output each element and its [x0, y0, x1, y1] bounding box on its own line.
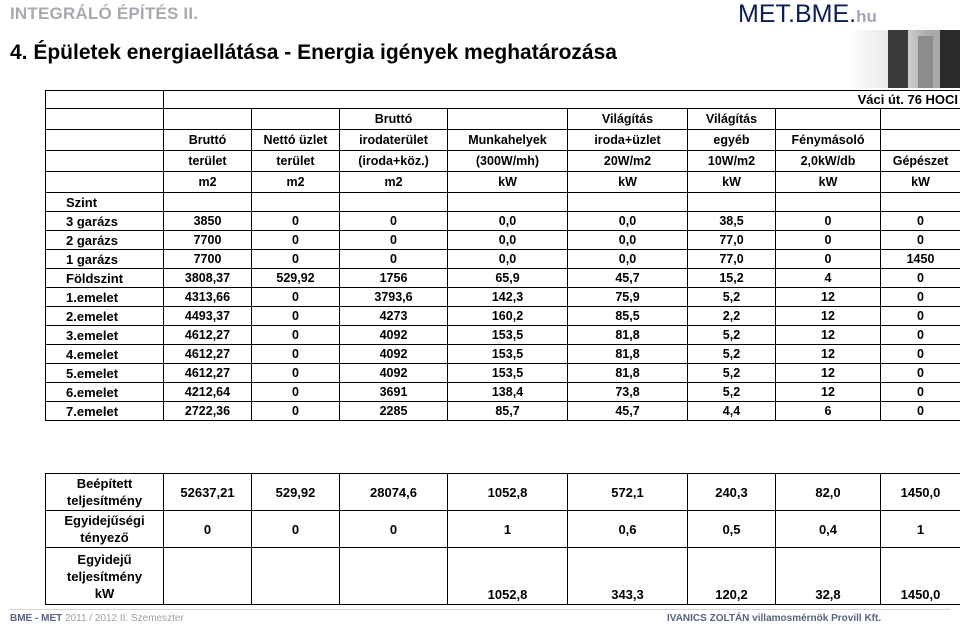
- row-label: 3.emelet: [46, 326, 164, 345]
- row-label: 6.emelet: [46, 383, 164, 402]
- summary-row-label: [46, 474, 164, 511]
- column-header: m2: [252, 172, 340, 193]
- summary-row-label: [46, 548, 164, 605]
- table-row: [46, 326, 960, 345]
- table-row: [46, 250, 960, 269]
- table-row: [46, 345, 960, 364]
- table-cell: 5,2: [688, 345, 776, 364]
- summary-row: [46, 548, 960, 605]
- table-cell: 0: [252, 231, 340, 250]
- summary-cell: [340, 548, 448, 605]
- column-header: kW: [688, 172, 776, 193]
- table-cell: 0: [252, 345, 340, 364]
- summary-cell: 343,3: [568, 548, 688, 605]
- table-cell: 153,5: [448, 326, 568, 345]
- table-row: [46, 269, 960, 288]
- table-cell: 0: [881, 364, 960, 383]
- table-cell: 0: [340, 212, 448, 231]
- table-cell: 529,92: [252, 269, 340, 288]
- empty-cell: [448, 193, 568, 212]
- summary-cell: 0: [164, 511, 252, 548]
- row-label: 2 garázs: [46, 231, 164, 250]
- summary-row: [46, 474, 960, 511]
- column-header: egyéb: [688, 130, 776, 151]
- table-cell: 153,5: [448, 345, 568, 364]
- column-header: [881, 130, 960, 151]
- column-header: Nettó üzlet: [252, 130, 340, 151]
- table-cell: 12: [776, 288, 881, 307]
- place-blank-cell: [46, 91, 164, 109]
- table-cell: 2285: [340, 402, 448, 421]
- column-header: terület: [164, 151, 252, 172]
- summary-cell: 529,92: [252, 474, 340, 511]
- header-decoration-image: [848, 30, 960, 88]
- column-header: m2: [340, 172, 448, 193]
- table-cell: 81,8: [568, 326, 688, 345]
- table-cell: 0: [340, 231, 448, 250]
- table-cell: 85,7: [448, 402, 568, 421]
- column-header: Munkahelyek: [448, 130, 568, 151]
- table-cell: 0: [252, 383, 340, 402]
- header-blank-cell: [46, 130, 164, 151]
- table-cell: 4: [776, 269, 881, 288]
- column-header: [448, 109, 568, 130]
- place-name: Váci út. 76 HOCI: [164, 91, 960, 109]
- table-cell: 138,4: [448, 383, 568, 402]
- summary-cell: 120,2: [688, 548, 776, 605]
- column-header: iroda+üzlet: [568, 130, 688, 151]
- table-cell: 142,3: [448, 288, 568, 307]
- table-cell: 0: [881, 212, 960, 231]
- table-row: [46, 383, 960, 402]
- row-label: 1.emelet: [46, 288, 164, 307]
- table-cell: 4313,66: [164, 288, 252, 307]
- summary-cell: 0: [252, 511, 340, 548]
- table-cell: 4212,64: [164, 383, 252, 402]
- summary-cell: 28074,6: [340, 474, 448, 511]
- summary-cell: 1450,0: [881, 474, 960, 511]
- table-cell: 15,2: [688, 269, 776, 288]
- column-header: Bruttó: [164, 130, 252, 151]
- course-title: INTEGRÁLÓ ÉPÍTÉS II.: [10, 4, 199, 23]
- table-cell: 0,0: [448, 250, 568, 269]
- column-header: [164, 109, 252, 130]
- summary-label-line: Egyidejű: [77, 551, 132, 567]
- table-cell: 4,4: [688, 402, 776, 421]
- empty-cell: [776, 193, 881, 212]
- table-cell: 1756: [340, 269, 448, 288]
- table-cell: 12: [776, 345, 881, 364]
- table-cell: 3850: [164, 212, 252, 231]
- table-cell: 2722,36: [164, 402, 252, 421]
- row-header-label: Szint: [46, 193, 164, 212]
- table-cell: 4092: [340, 364, 448, 383]
- footer-org: BME - MET: [10, 613, 63, 624]
- table-cell: 0,0: [568, 231, 688, 250]
- header-blank-cell: [46, 151, 164, 172]
- column-header: (iroda+köz.): [340, 151, 448, 172]
- column-header: kW: [448, 172, 568, 193]
- header-row: [46, 130, 960, 151]
- table-cell: 77,0: [688, 250, 776, 269]
- column-header: Bruttó: [340, 109, 448, 130]
- empty-cell: [164, 193, 252, 212]
- summary-cell: 1052,8: [448, 474, 568, 511]
- column-header: [776, 109, 881, 130]
- table-row: [46, 288, 960, 307]
- table-cell: 0: [881, 383, 960, 402]
- table-cell: 2,2: [688, 307, 776, 326]
- slide-title: 4. Épületek energiaellátása - Energia igények meghatározása: [10, 41, 617, 64]
- table-cell: 7700: [164, 250, 252, 269]
- table-cell: 0: [340, 250, 448, 269]
- table-cell: 0: [881, 402, 960, 421]
- table-cell: 0: [881, 231, 960, 250]
- table-cell: 4612,27: [164, 326, 252, 345]
- summary-row: [46, 511, 960, 548]
- column-header: kW: [881, 172, 960, 193]
- table-cell: 4612,27: [164, 345, 252, 364]
- footer-author: IVANICS ZOLTÁN villamosmérnök Provill Kft.: [667, 613, 882, 624]
- table-cell: 153,5: [448, 364, 568, 383]
- empty-cell: [568, 193, 688, 212]
- table-cell: 0: [881, 269, 960, 288]
- table-cell: 4273: [340, 307, 448, 326]
- table-row: [46, 402, 960, 421]
- summary-cell: 1: [448, 511, 568, 548]
- column-header: Világítás: [568, 109, 688, 130]
- table-cell: 45,7: [568, 269, 688, 288]
- summary-label-line: kW: [94, 585, 115, 601]
- summary-cell: 0,4: [776, 511, 881, 548]
- row-label: 2.emelet: [46, 307, 164, 326]
- empty-cell: [881, 193, 960, 212]
- row-label: 7.emelet: [46, 402, 164, 421]
- summary-label-line: Egyidejűségi: [64, 513, 145, 528]
- header-blank-cell: [46, 109, 164, 130]
- summary-cell: 0,6: [568, 511, 688, 548]
- table-cell: 0,0: [568, 250, 688, 269]
- table-cell: 0: [252, 212, 340, 231]
- table-cell: 4612,27: [164, 364, 252, 383]
- empty-cell: [340, 193, 448, 212]
- row-label: 5.emelet: [46, 364, 164, 383]
- column-header: Fénymásoló: [776, 130, 881, 151]
- summary-cell: 1450,0: [881, 548, 960, 605]
- column-header: 2,0kW/db: [776, 151, 881, 172]
- table-row: [46, 212, 960, 231]
- row-label: 4.emelet: [46, 345, 164, 364]
- row-header-row: [46, 193, 960, 212]
- table-cell: 3808,37: [164, 269, 252, 288]
- met-bme-logo: [738, 0, 877, 29]
- table-cell: 0,0: [448, 212, 568, 231]
- column-header: kW: [568, 172, 688, 193]
- summary-cell: 240,3: [688, 474, 776, 511]
- summary-table: [45, 473, 960, 605]
- table-cell: 12: [776, 326, 881, 345]
- summary-cell: [252, 548, 340, 605]
- table-cell: 160,2: [448, 307, 568, 326]
- summary-cell: 0,5: [688, 511, 776, 548]
- table-cell: 0: [776, 231, 881, 250]
- table-cell: 5,2: [688, 288, 776, 307]
- summary-cell: 1: [881, 511, 960, 548]
- table-cell: 73,8: [568, 383, 688, 402]
- summary-label-line: tényező: [80, 530, 129, 545]
- table-cell: 0: [881, 307, 960, 326]
- footer-left: [10, 613, 184, 624]
- summary-cell: 0: [340, 511, 448, 548]
- logo-suffix: hu: [856, 7, 877, 26]
- table-cell: 12: [776, 364, 881, 383]
- table-cell: 5,2: [688, 326, 776, 345]
- header-row: [46, 109, 960, 130]
- table-cell: 0: [881, 345, 960, 364]
- table-cell: 0: [252, 307, 340, 326]
- table-row: [46, 364, 960, 383]
- table-cell: 81,8: [568, 364, 688, 383]
- table-cell: 5,2: [688, 383, 776, 402]
- column-header: 10W/m2: [688, 151, 776, 172]
- table-cell: 45,7: [568, 402, 688, 421]
- row-label: 3 garázs: [46, 212, 164, 231]
- table-cell: 77,0: [688, 231, 776, 250]
- summary-label-line: Beépített: [76, 476, 133, 491]
- header-row: [46, 151, 960, 172]
- table-cell: 0: [776, 250, 881, 269]
- footer-semester: 2011 / 2012 II. Szemeszter: [65, 613, 184, 624]
- table-cell: 1450: [881, 250, 960, 269]
- header-blank-cell: [46, 172, 164, 193]
- table-cell: 12: [776, 307, 881, 326]
- summary-cell: 82,0: [776, 474, 881, 511]
- summary-cell: 1052,8: [448, 548, 568, 605]
- footer-divider: [10, 609, 950, 610]
- logo-main: MET.BME.: [738, 0, 857, 28]
- summary-cell: 572,1: [568, 474, 688, 511]
- summary-label-line: teljesítmény: [66, 493, 143, 508]
- table-cell: 0: [252, 250, 340, 269]
- table-cell: 3691: [340, 383, 448, 402]
- table-cell: 4092: [340, 326, 448, 345]
- table-cell: 0,0: [568, 212, 688, 231]
- table-cell: 0,0: [448, 231, 568, 250]
- table-cell: 0: [776, 212, 881, 231]
- table-row: [46, 307, 960, 326]
- table-cell: 0: [252, 326, 340, 345]
- table-cell: 12: [776, 383, 881, 402]
- column-header: (300W/mh): [448, 151, 568, 172]
- empty-cell: [252, 193, 340, 212]
- column-header: irodaterület: [340, 130, 448, 151]
- summary-cell: [164, 548, 252, 605]
- table-cell: 85,5: [568, 307, 688, 326]
- table-cell: 0: [881, 326, 960, 345]
- column-header: [881, 109, 960, 130]
- row-label: 1 garázs: [46, 250, 164, 269]
- table-cell: 38,5: [688, 212, 776, 231]
- table-cell: 5,2: [688, 364, 776, 383]
- column-header: Világítás: [688, 109, 776, 130]
- table-cell: 6: [776, 402, 881, 421]
- column-header: [252, 109, 340, 130]
- column-header: 20W/m2: [568, 151, 688, 172]
- table-cell: 3793,6: [340, 288, 448, 307]
- empty-cell: [688, 193, 776, 212]
- column-header: kW: [776, 172, 881, 193]
- summary-row-label: [46, 511, 164, 548]
- table-cell: 0: [252, 364, 340, 383]
- place-row: [46, 91, 960, 109]
- table-cell: 7700: [164, 231, 252, 250]
- table-cell: 75,9: [568, 288, 688, 307]
- table-cell: 0: [252, 288, 340, 307]
- summary-label-line: teljesítmény: [66, 568, 143, 584]
- column-header: terület: [252, 151, 340, 172]
- column-header: m2: [164, 172, 252, 193]
- table-cell: 4493,37: [164, 307, 252, 326]
- table-cell: 4092: [340, 345, 448, 364]
- row-label: Földszint: [46, 269, 164, 288]
- summary-cell: 32,8: [776, 548, 881, 605]
- energy-demand-table: [45, 90, 960, 421]
- summary-cell: 52637,21: [164, 474, 252, 511]
- table-cell: 65,9: [448, 269, 568, 288]
- header-row: [46, 172, 960, 193]
- column-header: Gépészet: [881, 151, 960, 172]
- table-cell: 81,8: [568, 345, 688, 364]
- table-cell: 0: [252, 402, 340, 421]
- table-cell: 0: [881, 288, 960, 307]
- table-row: [46, 231, 960, 250]
